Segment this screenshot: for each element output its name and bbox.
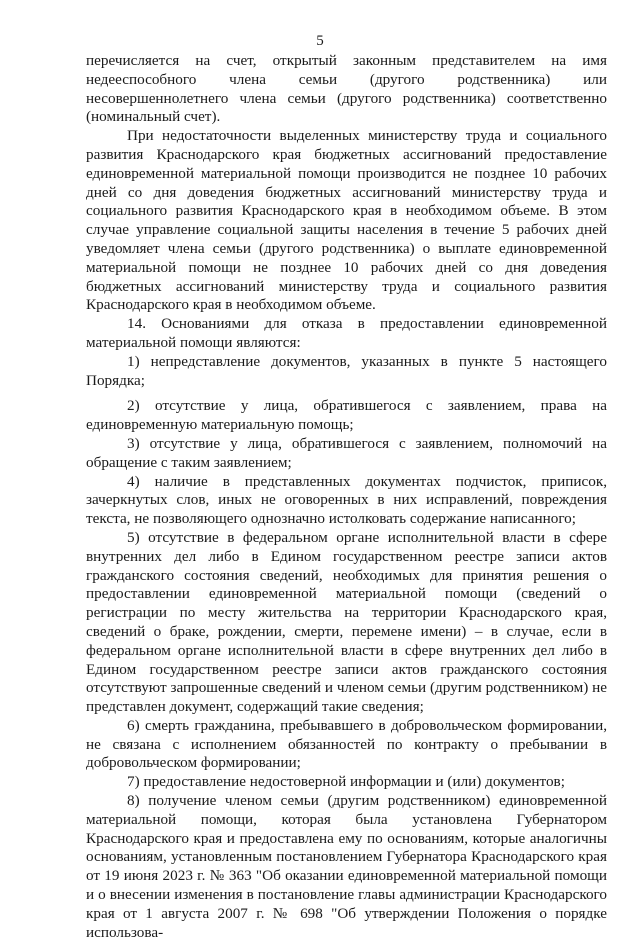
refusal-item-2: 2) отсутствие у лица, обратившегося с заявлением, права на единовременную материальную помощь;: [86, 397, 607, 434]
refusal-item-8: 8) получение членом семьи (другим родственником) единовременной материальной помощи, которая была установлена Губернатором Краснодарского края и предоставлена ему по основаниям, которые аналогичны основаниям, установленным постановлением Губернатора Краснодарского края от 19 июня 2023 г. № 363 "Об оказании единовременной материальной помощи и о внесении изменения в постановление главы администрации Краснодарского края от 1 августа 2007 г. № 698 "Об утверждении Положения о порядке использова-: [86, 792, 607, 941]
document-body: [86, 52, 607, 942]
paragraph-continuation: перечисляется на счет, открытый законным представителем на имя недееспособного члена семьи (другого родственника) или несовершеннолетнего члена семьи (другого родственника) соответственно (номинальный счет).: [86, 52, 607, 126]
paragraph-insufficient-funds: При недостаточности выделенных министерству труда и социального развития Краснодарского края бюджетных ассигнований предоставление единовременной материальной помощи производится не позднее 10 рабочих дней со дня доведения бюджетных ассигнований министерству труда и социального развития Краснодарского края в необходимом объеме. В этом случае управление социальной защиты населения в течение 5 рабочих дней уведомляет члена семьи (другого родственника) о выплате единовременной материальной помощи не позднее 10 рабочих дней со дня доведения бюджетных ассигнований министерству труда и социального развития Краснодарского края в необходимом объеме.: [86, 127, 607, 314]
page-number: 5: [316, 33, 324, 49]
refusal-item-6: 6) смерть гражданина, пребывавшего в добровольческом формировании, не связана с исполнением обязанностей по контракту о пребывании в добровольческом формировании;: [86, 716, 607, 772]
refusal-item-1: 1) непредставление документов, указанных в пункте 5 настоящего Порядка;: [86, 352, 607, 389]
paragraph-refusal-grounds: 14. Основаниями для отказа в предоставлении единовременной материальной помощи являются:: [86, 315, 607, 351]
refusal-item-3: 3) отсутствие у лица, обратившегося с заявлением, полномочий на обращение с таким заявлением;: [86, 434, 607, 471]
refusal-item-5: 5) отсутствие в федеральном органе исполнительной власти в сфере внутренних дел либо в Едином государственном реестре записи актов гражданского состояния сведений, необходимых для принятия решения о предоставлении единовременной материальной помощи (сведений о регистрации по месту жительства на территории Краснодарского края, сведений о браке, рождении, смерти, перемене имени) – в случае, если в федеральном органе исполнительной власти в сфере внутренних дел либо в Едином государственном реестре записи актов гражданского состояния отсутствуют запрошенные сведений и членом семьи (другим родственником) не представлен документ, содержащий такие сведения;: [86, 528, 607, 716]
refusal-item-7: 7) предоставление недостоверной информации и (или) документов;: [127, 773, 565, 791]
refusal-item-4: 4) наличие в представленных документах подчисток, приписок, зачеркнутых слов, иных не оговоренных в них исправлений, повреждения текста, не позволяющего однозначно истолковать содержание написанного;: [86, 472, 607, 528]
